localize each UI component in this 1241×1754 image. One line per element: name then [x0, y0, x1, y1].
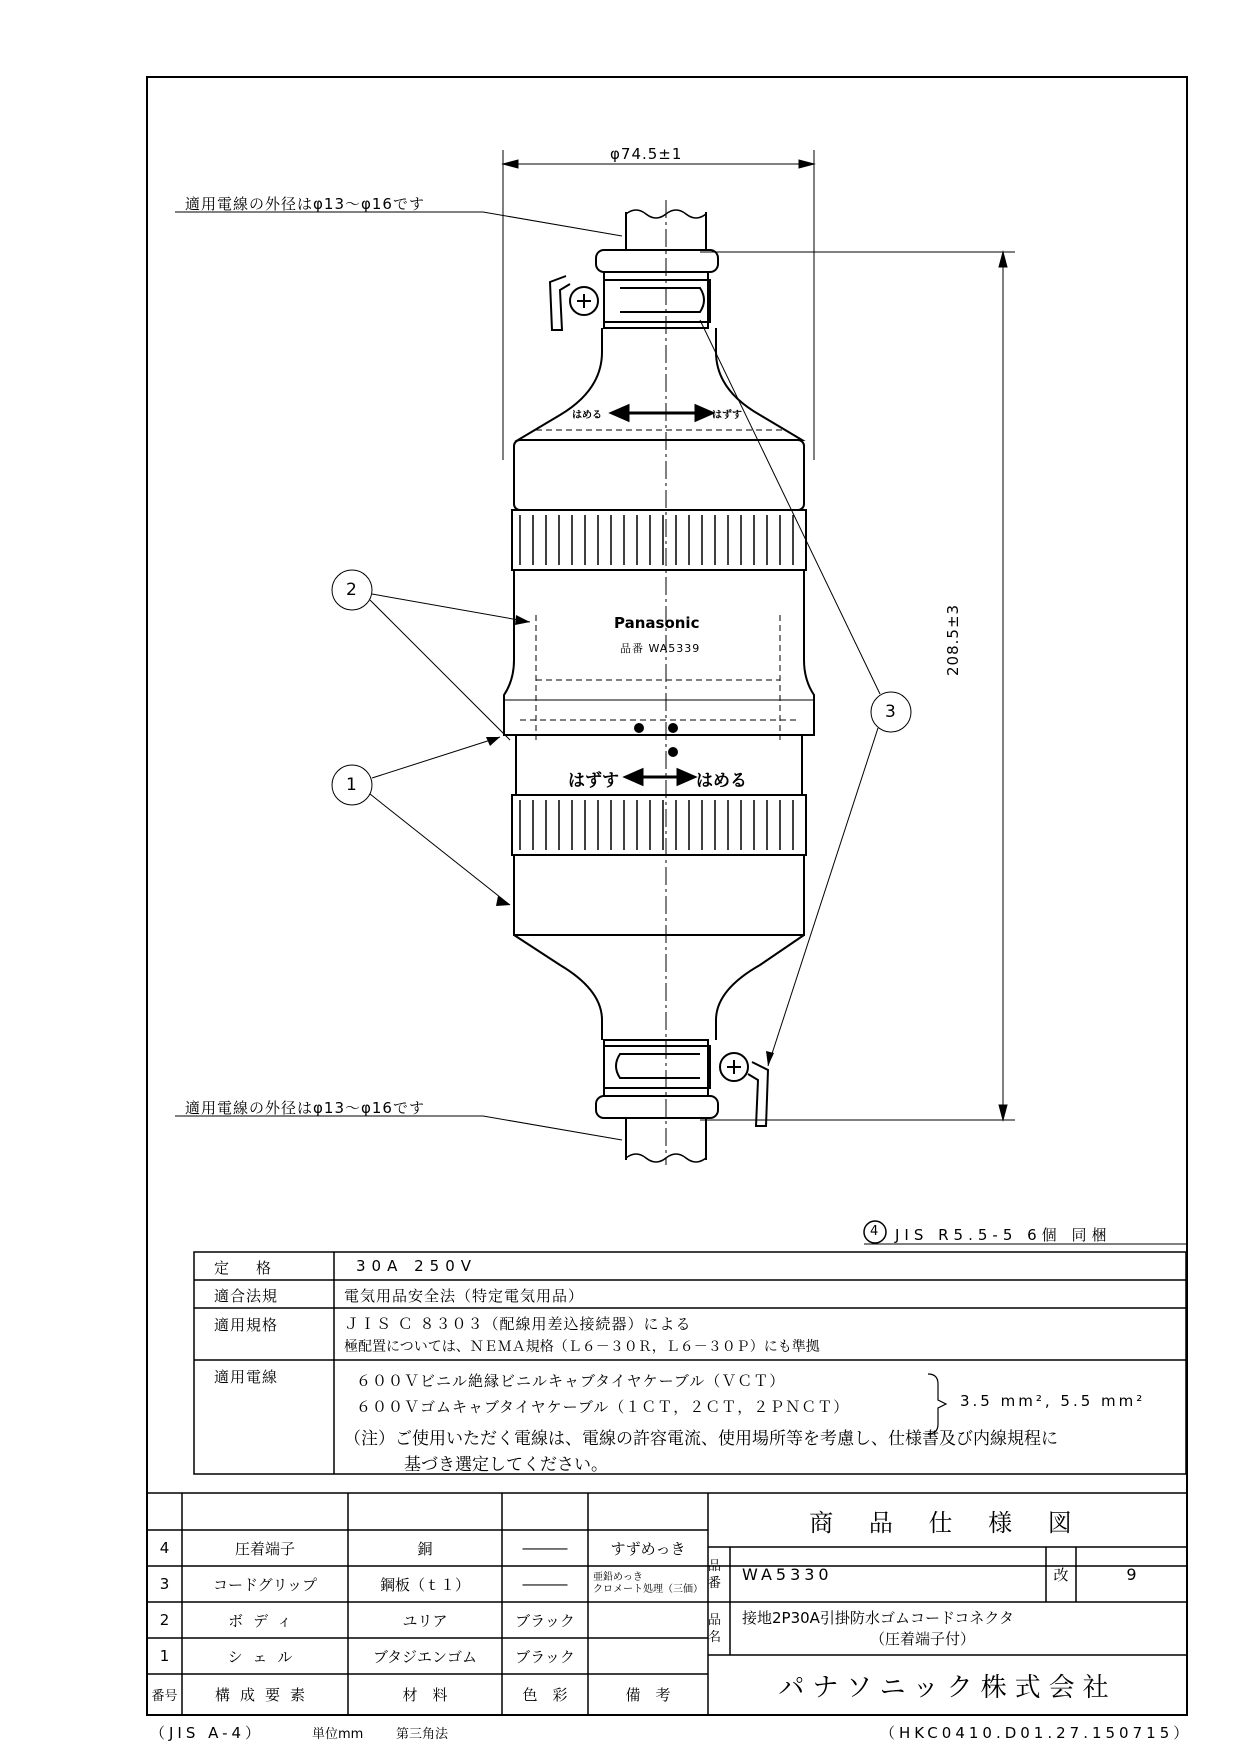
parts-row-1-no: 1: [159, 1647, 170, 1665]
label-hinban: 品番: [708, 1558, 722, 1591]
arrow-mid-left-label: はずす: [568, 771, 619, 791]
hidden-lines: [520, 430, 798, 740]
parts-row-3-color: ―――: [522, 1575, 568, 1593]
cord-grip-top: [550, 276, 710, 330]
wire-note-bottom-leader: [175, 1116, 622, 1140]
parts-row-1-remark: [588, 1638, 708, 1674]
cord-grip-bottom: [604, 1046, 768, 1126]
parts-row-2-material: ユリア: [402, 1611, 448, 1630]
spec-value-wire-2: ６００Ｖゴムキャブタイヤケーブル（１ＣＴ，２ＣＴ，２ＰＮＣＴ）: [356, 1398, 850, 1416]
balloon-2: [332, 570, 530, 740]
parts-header-no: 番号: [151, 1689, 178, 1704]
accessory-text: JIS R5.5-5 6個 同梱: [895, 1226, 1112, 1244]
spec-value-rating: 30A 250V: [356, 1257, 478, 1275]
parts-row-4-remark: すずめっき: [610, 1539, 686, 1558]
parts-row-1-name: シェル: [227, 1647, 303, 1666]
part-on-body: 品番 WA5339: [620, 642, 701, 655]
note-line-2: 基づき選定してください。: [404, 1455, 608, 1475]
footer-doc-code: （HKC0410.D01.27.150715）: [880, 1724, 1193, 1742]
hinmei-line-2: （圧着端子付）: [870, 1630, 976, 1648]
balloon-3-label: 3: [885, 702, 896, 722]
wire-sizes: 3.5 mm², 5.5 mm²: [960, 1392, 1146, 1410]
parts-row-4-color: ―――: [522, 1539, 568, 1557]
alignment-dot: [668, 747, 678, 757]
spec-label-wire: 適用電線: [214, 1368, 279, 1386]
direction-arrow-mid: [626, 770, 694, 784]
spec-value-standard-2: 極配置については、ＮＥＭＡ規格（Ｌ６－３０Ｒ，Ｌ６－３０Ｐ）にも準拠: [344, 1339, 820, 1355]
arrow-mid-right-label: はめる: [696, 771, 747, 791]
length-dimension: [700, 252, 1015, 1120]
parts-row-2-name: ボディ: [228, 1611, 302, 1630]
parts-row-4-no: 4: [159, 1539, 170, 1557]
arrow-top-left-label: はめる: [572, 410, 602, 421]
hinban-value: WA5330: [742, 1565, 833, 1584]
alignment-dot: [634, 723, 644, 733]
parts-row-1-material: ブタジエンゴム: [373, 1647, 477, 1666]
parts-row-2-remark: [588, 1602, 708, 1638]
balloon-1-label: 1: [346, 775, 357, 795]
label-revision: 改: [1053, 1566, 1069, 1584]
parts-row-2-color: ブラック: [515, 1611, 575, 1630]
dim-diameter-label: φ74.5±1: [610, 145, 683, 163]
spec-value-standard-1: ＪＩＳ Ｃ ８３０３（配線用差込接続器）による: [344, 1315, 692, 1333]
spec-label-law: 適合法規: [214, 1287, 279, 1305]
accessory-number: 4: [870, 1224, 879, 1239]
footer-unit: 単位mm: [312, 1727, 364, 1742]
parts-header-remark: 備 考: [625, 1686, 671, 1704]
arrow-top-right-label: はずす: [712, 410, 742, 421]
title-block-title: 商 品 仕 様 図: [809, 1508, 1086, 1537]
parts-row-3-material: 鋼板（ｔ１）: [379, 1575, 470, 1594]
parts-row-3-name: コードグリップ: [212, 1575, 318, 1594]
spec-value-wire-1: ６００Ｖビニル絶縁ビニルキャブタイヤケーブル（ＶＣＴ）: [356, 1372, 786, 1390]
parts-header-name: 構成要素: [214, 1686, 315, 1704]
brand-on-body: Panasonic: [614, 614, 700, 632]
balloon-2-label: 2: [346, 580, 357, 600]
wire-note-top-leader: [175, 212, 622, 236]
balloon-1: [332, 737, 510, 905]
parts-row-1-color: ブラック: [515, 1647, 575, 1666]
parts-row-3-no: 3: [159, 1575, 170, 1593]
wire-note-top: 適用電線の外径はφ13～φ16です: [185, 195, 425, 213]
footer-paper: （JIS A-4）: [150, 1724, 265, 1742]
note-line-1: （注）ご使用いただく電線は、電線の許容電流、使用場所等を考慮し、仕様書及び内線規程に: [344, 1429, 1058, 1449]
parts-row-4-name: 圧着端子: [234, 1539, 295, 1558]
hinmei-line-1: 接地2P30A引掛防水ゴムコードコネクタ: [742, 1609, 1015, 1627]
dim-length-label: 208.5±3: [944, 603, 962, 676]
parts-header-material: 材 料: [402, 1686, 448, 1704]
company-name: パナソニック株式会社: [778, 1672, 1117, 1703]
spec-value-law: 電気用品安全法（特定電気用品）: [344, 1287, 585, 1305]
label-hinmei: 品名: [708, 1612, 722, 1645]
spec-label-standard: 適用規格: [214, 1316, 279, 1334]
footer-projection: 第三角法: [396, 1727, 449, 1742]
alignment-dot: [668, 723, 678, 733]
connector-body: [504, 210, 814, 1162]
parts-row-3-remark: 亜鉛めっき クロメート処理（三価）: [593, 1572, 703, 1595]
parts-header-color: 色 彩: [522, 1686, 568, 1704]
parts-row-2-no: 2: [159, 1611, 170, 1629]
spec-label-rating: 定 格: [214, 1259, 278, 1277]
wire-note-bottom: 適用電線の外径はφ13～φ16です: [185, 1099, 425, 1117]
direction-arrow-top: [612, 406, 712, 420]
balloon-3: [700, 320, 911, 1066]
revision-value: 9: [1126, 1565, 1137, 1584]
parts-row-4-material: 銅: [417, 1539, 433, 1558]
